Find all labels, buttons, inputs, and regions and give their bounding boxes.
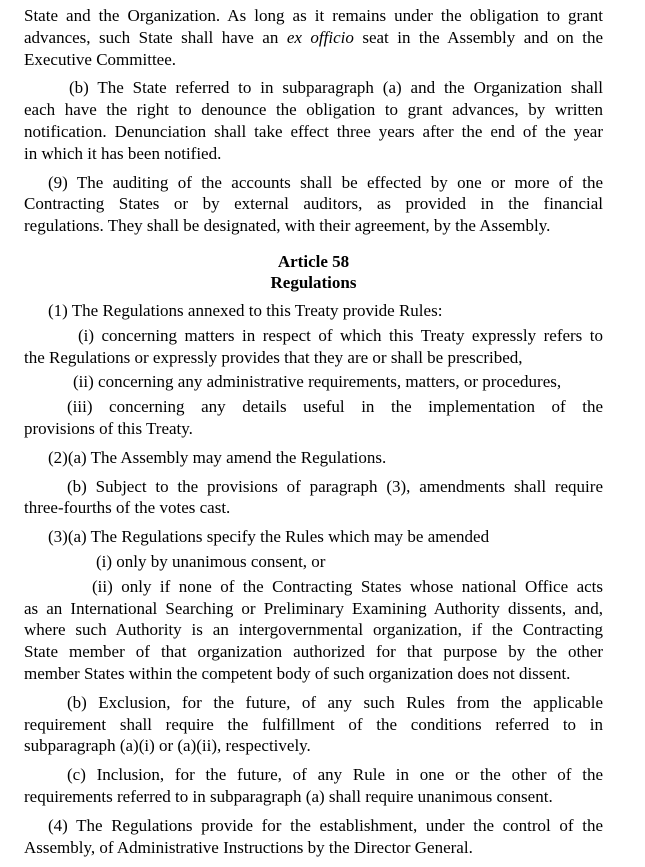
text-line: regulations. They shall be designated, with their agreement, by the Assembly. [24, 216, 551, 236]
paragraph [24, 77, 603, 164]
sub-item-paragraph [24, 551, 603, 573]
text-line: three-fourths of the votes cast. [24, 498, 231, 518]
text-line: (1) The Regulations annexed to this Treaty provide Rules: [48, 300, 443, 320]
text-line: requirement shall require the fulfillment of the conditions referred to in [24, 714, 603, 734]
paragraph [24, 692, 603, 757]
text-line: (i) concerning matters in respect of which this Treaty expressly refers to [78, 325, 603, 345]
text-line: Executive Committee. [24, 49, 177, 69]
text-line [24, 27, 603, 49]
text-line: (b) The State referred to in subparagraph (a) and the Organization shall [69, 78, 603, 98]
paragraph [24, 447, 603, 469]
text-line: Contracting States or by external auditors, as provided in the financial [24, 194, 603, 214]
text-line: (3)(a) The Regulations specify the Rules which may be amended [48, 527, 490, 547]
article-title: Regulations [270, 273, 357, 293]
text-line: (b) Exclusion, for the future, of any such Rules from the applicable [67, 692, 603, 712]
text-line: the Regulations or expressly provides that they are or shall be prescribed, [24, 347, 523, 367]
paragraph [24, 5, 603, 70]
paragraph [24, 172, 603, 237]
text-line: provisions of this Treaty. [24, 418, 193, 438]
text-line: subparagraph (a)(i) or (a)(ii), respectively. [24, 736, 311, 756]
text-line: as an International Searching or Preliminary Examining Authority dissents, and, [24, 598, 603, 618]
text-line: (9) The auditing of the accounts shall be effected by one or more of the [48, 172, 603, 192]
text-line: (ii) only if none of the Contracting States whose national Office acts [92, 576, 603, 596]
text-line: (2)(a) The Assembly may amend the Regulations. [48, 447, 387, 467]
text-line: (i) only by unanimous consent, or [96, 551, 326, 571]
italic-term: ex officio [286, 27, 354, 47]
text-line: where such Authority is an intergovernmental organization, if the Contracting [24, 620, 603, 640]
text-line: notification. Denunciation shall take effect three years after the end of the year [24, 121, 603, 141]
text-line: (iii) concerning any details useful in the implementation of the [67, 397, 603, 417]
text-line: each have the right to denounce the obligation to grant advances, by written [24, 100, 603, 120]
text-line: Assembly, of Administrative Instructions by the Director General. [24, 837, 473, 857]
text-line: requirements referred to in subparagraph (a) shall require unanimous consent. [24, 786, 553, 806]
text-segment: advances, such State shall have an [24, 27, 287, 47]
sub-item-paragraph [24, 371, 603, 393]
text-line: State and the Organization. As long as it remains under the obligation to grant [24, 6, 603, 25]
text-line: (ii) concerning any administrative requirements, matters, or procedures, [73, 372, 562, 392]
text-line: (b) Subject to the provisions of paragraph (3), amendments shall require [67, 476, 603, 496]
text-segment: seat in the Assembly and on the [353, 27, 603, 47]
article-number: Article 58 [277, 251, 350, 271]
text-line: (c) Inclusion, for the future, of any Rule in one or the other of the [67, 765, 603, 785]
article-heading [24, 251, 603, 294]
paragraph [24, 476, 603, 520]
sub-item-paragraph [24, 325, 603, 369]
text-line: State member of that organization authorized for that purpose by the other [24, 642, 603, 662]
text-line: in which it has been notified. [24, 143, 222, 163]
sub-item-paragraph [24, 576, 603, 685]
paragraph [24, 300, 603, 322]
text-line: member States within the competent body of such organization does not dissent. [24, 663, 571, 683]
paragraph [24, 526, 603, 548]
sub-item-paragraph [24, 396, 603, 440]
text-line: (4) The Regulations provide for the establishment, under the control of the [48, 815, 603, 835]
paragraph [24, 815, 603, 859]
paragraph [24, 764, 603, 808]
document-page [24, 5, 603, 858]
